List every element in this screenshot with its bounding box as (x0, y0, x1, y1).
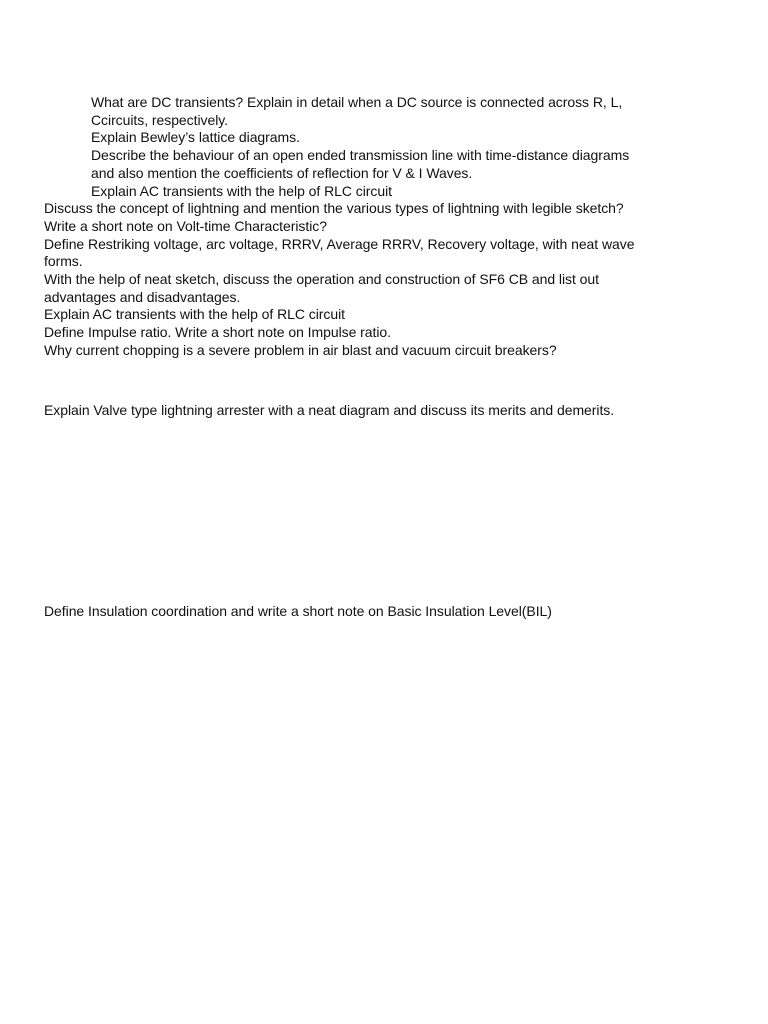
question-open-ended-line: Describe the behaviour of an open ended transmission line with time-distance diagrams (91, 147, 630, 164)
question-lightning-concept: Discuss the concept of lightning and mention the various types of lightning with legible sketch? (44, 200, 624, 217)
question-open-ended-line-continued: and also mention the coefficients of reflection for V & I Waves. (91, 164, 473, 181)
question-impulse-ratio: Define Impulse ratio. Write a short note on Impulse ratio. (44, 324, 392, 341)
question-current-chopping: Why current chopping is a severe problem in air blast and vacuum circuit breakers? (44, 341, 557, 358)
question-restriking-voltage-continued: forms. (44, 253, 83, 270)
question-sf6-cb-continued: advantages and disadvantages. (44, 288, 241, 305)
question-valve-type-arrester: Explain Valve type lightning arrester with a neat diagram and discuss its merits and demerits. (44, 402, 615, 418)
question-sf6-cb: With the help of neat sketch, discuss the operation and construction of SF6 CB and list out (44, 271, 599, 287)
question-insulation-coordination: Define Insulation coordination and write a short note on Basic Insulation Level(BIL) (44, 603, 552, 619)
question-ac-transients: Explain AC transients with the help of RLC circuit (44, 306, 345, 323)
question-dc-transients: What are DC transients? Explain in detail when a DC source is connected across R, L, (91, 94, 623, 110)
question-volt-time: Write a short note on Volt-time Characteristic? (44, 217, 327, 234)
question-dc-transients-continued: Ccircuits, respectively. (91, 111, 229, 128)
question-ac-transients-indented: Explain AC transients with the help of RLC circuit (91, 182, 392, 199)
question-restriking-voltage: Define Restriking voltage, arc voltage, RRRV, Average RRRV, Recovery voltage, with neat wave (44, 235, 635, 252)
question-bewley-lattice: Explain Bewley’s lattice diagrams. (91, 129, 300, 146)
